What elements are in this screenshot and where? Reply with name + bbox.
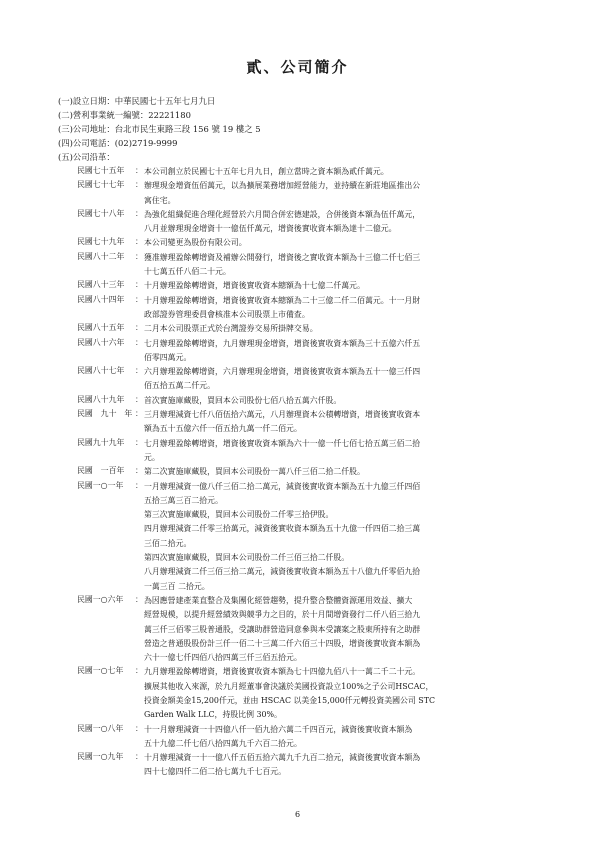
history-line: 六十一億七仟四佰八拾四萬三仟三佰五拾元。 [144,653,302,663]
history-entry [77,179,547,208]
history-line: 七月辦理盈餘轉增資，增資後實收資本額為六十一億一仟七佰七拾五萬三佰二拾 [144,438,421,448]
history-line: 十月辦理盈餘轉增資，增資後實收資本總額為二十三億二仟二佰萬元。十一月財 [144,295,421,305]
history-line: 六月辦理盈餘轉增資，六月辦理現金增資，增資後實收資本額為五十一億三仟四 [144,367,421,377]
history-separator: ： [135,594,143,604]
history-line: 本公司創立於民國七十五年七月九日，創立當時之資本額為貳仟萬元。 [144,167,389,176]
info-line: (三)公司地址：台北市民生東路三段 156 號 19 樓之 5 [58,124,261,134]
history-separator: ： [135,466,143,476]
history-entry [77,594,547,665]
history-line: 十月辦理盈餘轉增資，增資後實收資本總額為十七億二仟萬元。 [144,281,365,291]
history-year: 民國八十三年 [77,280,125,290]
history-separator: ： [135,437,143,447]
history-year: 民國八十四年 [77,294,125,304]
history-line: 投資金額美金15,200仟元，並由 HSCAC 以美金15,000仟元轉投資美國公司 STC [144,695,435,705]
history-line: 五拾三萬三百二拾元。 [144,495,223,505]
history-separator: ： [135,180,143,190]
history-separator: ： [135,251,143,261]
history-entry [77,751,547,780]
history-year: 民國八十七年 [77,366,125,376]
history-year: 民國一○七年 [77,666,124,676]
history-year: 民國一○八年 [77,723,124,733]
history-entry [77,365,547,394]
history-text [144,723,547,752]
history-line: 擴展其他收入來源，於九月經董事會決議於美國投資設立100%之子公司HSCAC， [144,681,434,691]
history-text [144,322,547,336]
history-separator: ： [135,480,143,490]
history-year: 民國八十二年 [77,251,125,261]
history-line: Garden Walk LLC，持股比例 30%。 [144,710,282,720]
history-year: 民國八十六年 [77,337,125,347]
history-line: 第四次實施庫藏股，買回本公司股份二仟三佰三拾二仟股。 [144,553,350,563]
history-text [144,751,547,780]
history-entry [77,279,547,293]
info-line: (二)營利事業統一編號：22221180 [58,110,191,120]
history-entry [77,480,547,594]
history-line: 為強化組織促進合理化經營於六月間合併宏德建設，合併後資本額為伍仟萬元， [144,209,421,219]
history-separator: ： [135,294,143,304]
history-line: 十月辦理減資一十一億八仟五佰五拾六萬九千九百二拾元，減資後實收資本額為 [144,753,421,763]
history-line: 佰五拾五萬二仟元。 [144,381,216,391]
history-entry [77,294,547,323]
info-line: (五)公司沿革： [58,152,115,162]
history-entry [77,236,547,250]
history-entry [77,665,547,722]
info-line: (一)設立日期：中華民國七十五年七月九日 [58,96,216,106]
history-text [144,251,547,280]
history-year: 民國 九十 年 [77,409,133,419]
history-line: 十一月辦理減資一十四億八仟一佰九拾六萬二千四百元，減資後實收資本額為 [144,724,413,734]
history-line: 經營規模，以提升經營績效與競爭力之目的，於十月間增資發行二仟八佰三拾九 [144,610,421,620]
history-separator: ： [135,366,143,376]
page-number: 6 [294,810,301,819]
history-line: 獲准辦理盈餘轉增資及補辦公開發行，增資後之實收資本額為十三億二仟七佰三 [144,252,421,262]
history-text [144,594,547,665]
history-separator: ： [135,323,143,333]
history-text [144,294,547,323]
history-text [144,236,547,250]
company-info [58,94,261,164]
history-line: 為因應營建產業直整合及集團化經營趨勢，提升整合整體資源運用效益、擴大 [144,595,413,605]
history-separator: ： [135,723,143,733]
history-entry [77,337,547,366]
history-separator: ： [135,237,143,247]
history-entry [77,165,547,179]
history-line: 萬三仟三佰零三股普通股，受讓助群營造同意參與本受讓案之股東所持有之助群 [144,624,421,634]
history-year: 民國七十五年 [77,166,125,175]
history-text [144,408,547,437]
history-line: 首次實施庫藏股，買回本公司股份七佰八拾五萬六仟股。 [144,395,342,405]
history-line: 三佰二拾元。 [144,538,192,548]
history-entry [77,251,547,280]
history-text [144,279,547,293]
history-entry [77,208,547,237]
history-year: 民國八十五年 [77,323,125,333]
history-separator: ： [135,666,143,676]
history-line: 五十九億二仟七佰八拾四萬九千六百二拾元。 [144,738,302,748]
history-line: 八月辦理減資二仟三佰三拾二萬元，減資後實收資本額為五十八億九仟零佰九拾 [144,567,421,577]
history-text [144,337,547,366]
history-line: 二月本公司股票正式於台灣證券交易所掛牌交易。 [144,324,318,334]
history-separator: ： [135,752,143,762]
history-year: 民國一○九年 [77,752,124,762]
history-line: 本公司變更為股份有限公司。 [144,238,247,248]
history-line: 額為五十五億六仟一佰五拾九萬一仟二佰元。 [144,424,302,434]
history-text [144,208,547,237]
history-entry [77,437,547,466]
history-year: 民國九十九年 [77,437,125,447]
history-line: 四月辦理減資二仟零三拾萬元，減資後實收資本額為五十九億一仟四佰二拾三萬 [144,524,421,534]
info-line: (四)公司電話：(02)2719-9999 [58,138,178,148]
history-line: 一月辦理減資一億八仟三佰二拾二萬元，減資後實收資本額為五十九億三仟四佰 [144,481,421,491]
history-text [144,165,547,179]
history-entry [77,394,547,408]
history-line: 十七萬五仟八佰二十元。 [144,267,231,277]
history-year: 民國七十八年 [77,208,125,218]
history-line: 四十七億四仟二佰二拾七萬九千七百元。 [144,767,287,777]
history-line: 營造之普通股股份計三仟一佰二十三萬二仟六佰三十四股，增資後實收資本額為 [144,638,421,648]
history-separator: ： [135,280,143,290]
history-separator: ： [135,409,143,419]
history-line: 七月辦理盈餘轉增資，九月辦理現金增資，增資後實收資本額為三十五億六仟五 [144,338,421,348]
history-year: 民國一○一年 [77,480,124,490]
history-text [144,465,547,479]
history-line: 一萬三百 二拾元。 [144,581,210,591]
history-entry [77,723,547,752]
history-line: 九月辦理盈餘轉增資，增資後實收資本額為七十四億九佰八十一萬二千二十元。 [144,667,421,677]
history-line: 政部證券管理委員會核准本公司股票上市備查。 [144,309,310,319]
company-history [77,165,547,780]
history-separator: ： [135,394,143,404]
history-year: 民國 一百年 [77,466,125,476]
history-text [144,437,547,466]
history-text [144,665,547,722]
history-line: 第二次實施庫藏股，買回本公司股份一萬八仟三佰二拾二仟股。 [144,467,365,477]
history-line: 寓住宅。 [144,195,176,205]
history-year: 民國七十九年 [77,237,125,247]
history-text [144,365,547,394]
history-year: 民國八十九年 [77,394,125,404]
history-separator: ： [135,208,143,218]
history-year: 民國七十七年 [77,180,125,190]
history-entry [77,322,547,336]
history-entry [77,465,547,479]
history-line: 三月辦理減資七仟八佰伍拾六萬元，八月辦理資本公積轉增資，增資後實收資本 [144,410,421,420]
history-line: 佰零四萬元。 [144,352,192,362]
history-line: 元。 [144,452,160,462]
history-line: 第三次實施庫藏股，買回本公司股份二仟零三拾伊股。 [144,510,334,520]
history-separator: ： [135,337,143,347]
history-text [144,394,547,408]
history-year: 民國一○六年 [77,594,124,604]
history-line: 辦理現金增資伍佰萬元，以為擴展業務增加經營能力，並持續在新莊地區推出公 [144,181,421,191]
history-text [144,179,547,208]
history-line: 八月並辦理現金增資十一億伍仟萬元，增資後實收資本額為達十二億元。 [144,224,397,234]
history-entry [77,408,547,437]
history-text [144,480,547,594]
history-separator: ： [135,166,143,175]
page-title: 貳、公司簡介 [246,58,349,76]
